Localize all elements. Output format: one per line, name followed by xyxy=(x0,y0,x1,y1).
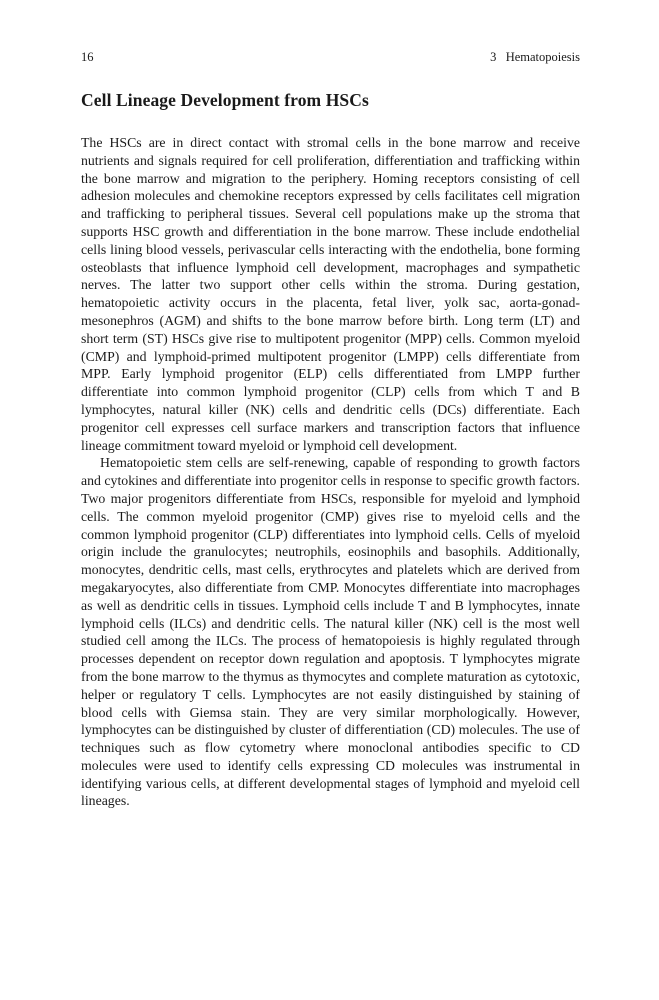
section-title: Cell Lineage Development from HSCs xyxy=(81,90,369,110)
body-text xyxy=(81,134,580,810)
page-number: 16 xyxy=(81,50,94,64)
paragraph: Hematopoietic stem cells are self-renewing, capable of responding to growth factors and cytokines and differentiate into progenitor cells in response to specific growth factors. Two major progenitors differentiate from HSCs, responsible for myeloid and lymphoid cells. The common myeloid progenitor (CMP) gives rise to myeloid cells and the common lymphoid progenitor (CLP) differentiates into lymphoid cells. Cells of myeloid origin include the granulocytes; neutrophils, eosinophils and basophils. Additionally, monocytes, dendritic cells, mast cells, erythrocytes and platelets which are derived from megakaryocytes, also differentiate from CMP. Monocytes differentiate into macrophages as well as dendritic cells in tissues. Lymphoid cells include T and B lymphocytes, innate lymphoid cells (ILCs) and dendritic cells. The natural killer (NK) cell is the most well studied cell among the ILCs. The process of hematopoiesis is highly regulated through processes dependent on receptor down regulation and apoptosis. T lymphocytes migrate from the bone marrow to the thymus as thymocytes and complete maturation as cytotoxic, helper or regulatory T cells. Lymphocytes are not easily distinguished by staining of blood cells with Giemsa stain. They are very similar morphologically. However, lymphocytes can be distinguished by cluster of differentiation (CD) molecules. The use of techniques such as flow cytometry where monoclonal antibodies specific to CD molecules were used to identify cells expressing CD molecules was instrumental in identifying various cells, at different developmental stages of lymphoid and myeloid cell lineages. xyxy=(81,455,580,809)
chapter-running-title: 3 Hematopoiesis xyxy=(490,50,580,64)
paragraph: The HSCs are in direct contact with stromal cells in the bone marrow and receive nutrients and signals required for cell proliferation, differentiation and trafficking within the bone marrow and migration to the periphery. Homing receptors consisting of cell adhesion molecules and chemokine receptors expressed by cells facilitates cell migration and trafficking to peripheral tissues. Several cell populations make up the stroma that supports HSC growth and differentiation in the bone marrow. These include endothelial cells lining blood vessels, perivascular cells interacting with the endothelia, bone forming osteoblasts that influence lymphoid cell development, macrophages and sympathetic nerves. The latter two support other cells within the stroma. During gestation, hematopoietic activity occurs in the placenta, fetal liver, yolk sac, aorta-gonad-mesonephros (AGM) and shifts to the bone marrow before birth. Long term (LT) and short term (ST) HSCs give rise to multipotent progenitor (MPP) cells. Common myeloid (CMP) and lymphoid-primed multipotent progenitor (LMPP) cells differentiate from MPP. Early lymphoid progenitor (ELP) cells differentiated from LMPP further differentiate into common lymphoid progenitor (CLP) cells from which T and B lymphocytes, natural killer (NK) cells and dendritic cells (DCs) differentiate. Each progenitor cell expresses cell surface markers and transcription factors that influence lineage commitment toward myeloid or lymphoid cell development. xyxy=(81,135,580,453)
running-head xyxy=(81,50,580,70)
